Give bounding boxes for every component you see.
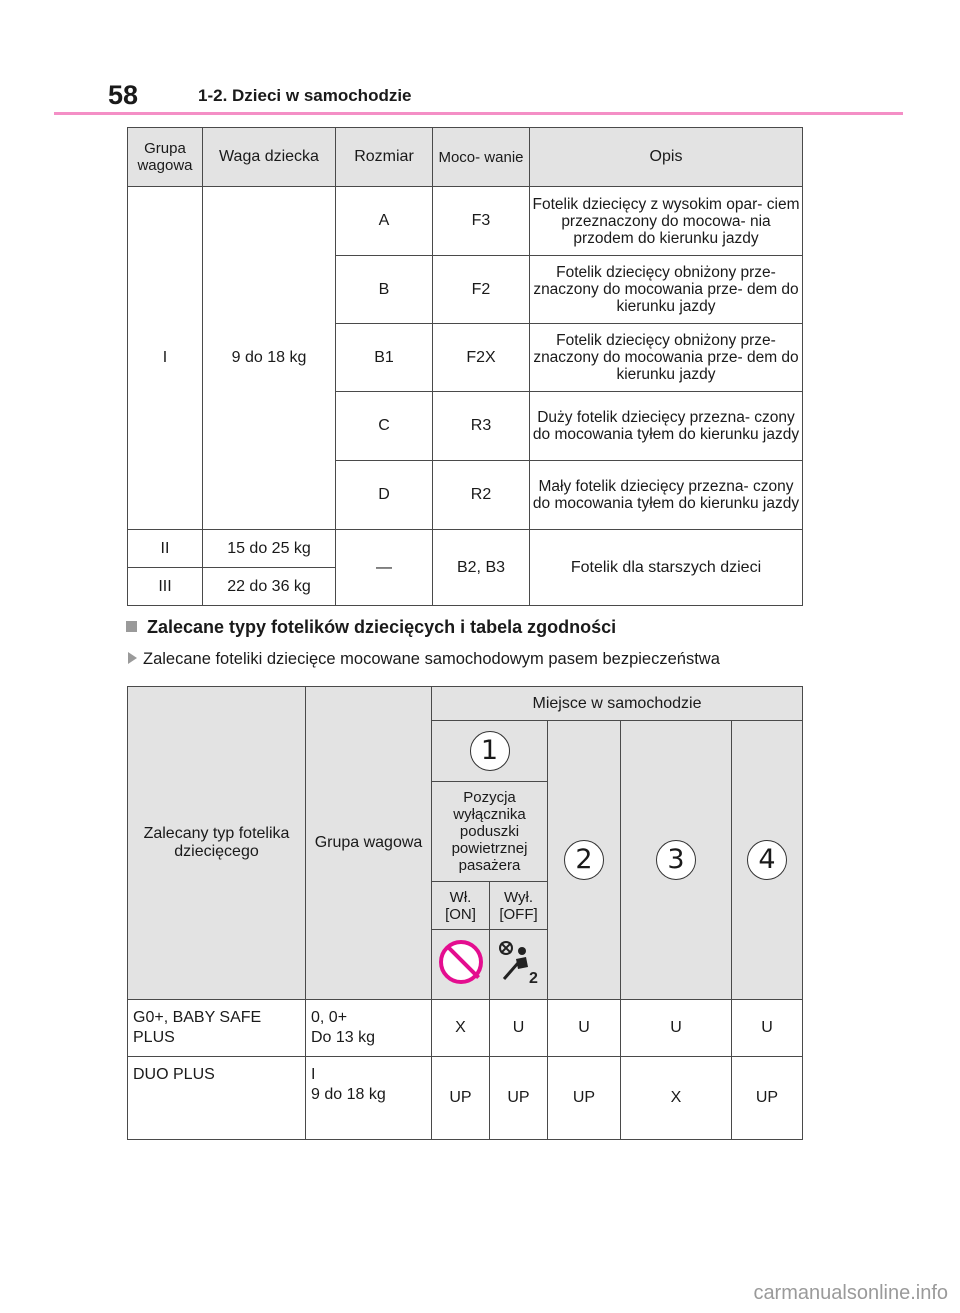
col-weight-group: Grupa wagowa [306, 687, 432, 1000]
weight-cell: 22 do 36 kg [203, 568, 336, 606]
weight-group-line: I [311, 1066, 316, 1083]
subheading [128, 650, 720, 669]
fixing-cell: F2X [433, 324, 530, 392]
weight-group-line: Do 13 kg [311, 1029, 376, 1046]
value-cell: U [621, 1000, 732, 1057]
subheading-text: Zalecane foteliki dziecięce mocowane samochodowym pasem bezpieczeństwa [143, 650, 720, 668]
fixing-cell: F2 [433, 256, 530, 324]
col-description: Opis [530, 128, 803, 187]
description-cell: Fotelik dziecięcy obniżony prze- znaczony do mocowania prze- dem do kierunku jazdy [530, 256, 803, 324]
watermark: carmanualsonline.info [753, 1282, 948, 1304]
weight-cell: 15 do 25 kg [203, 530, 336, 568]
col-weight: Waga dziecka [203, 128, 336, 187]
seat-number-3-icon: 3 [656, 840, 696, 880]
fixing-cell: F3 [433, 187, 530, 256]
passenger-airbag-off-icon [496, 939, 542, 985]
size-cell: C [336, 392, 433, 461]
header-rule [54, 112, 903, 115]
value-cell: U [732, 1000, 803, 1057]
size-cell: — [336, 530, 433, 606]
fixing-cell: R3 [433, 392, 530, 461]
size-table [127, 127, 803, 606]
switch-off-header: Wył. [OFF] [490, 882, 548, 930]
size-cell: B [336, 256, 433, 324]
weight-group-cell [306, 1057, 432, 1140]
section-heading [126, 617, 616, 638]
no-child-seat-airbag-icon [439, 940, 483, 984]
switch-on-header: Wł. [ON] [432, 882, 490, 930]
description-cell: Fotelik dziecięcy z wysokim opar- ciem przeznaczony do mocowa- nia przodem do kierunku jazdy [530, 187, 803, 256]
seat-type-cell: G0+, BABY SAFE PLUS [128, 1000, 306, 1057]
col-group: Grupa wagowa [128, 128, 203, 187]
seat-number-2-icon: 2 [564, 840, 604, 880]
fixing-cell: R2 [433, 461, 530, 530]
col-fixing: Moco- wanie [433, 128, 530, 187]
square-bullet-icon [126, 621, 137, 632]
seat-4-header [732, 721, 803, 1000]
size-cell: B1 [336, 324, 433, 392]
description-cell: Duży fotelik dziecięcy przezna- czony do mocowania tyłem do kierunku jazdy [530, 392, 803, 461]
seat-2-header [548, 721, 621, 1000]
value-cell: UP [490, 1057, 548, 1140]
description-cell: Fotelik dziecięcy obniżony prze- znaczony do mocowania prze- dem do kierunku jazdy [530, 324, 803, 392]
table-row [128, 1000, 803, 1057]
group-cell: I [128, 187, 203, 530]
group-cell: III [128, 568, 203, 606]
value-cell: UP [548, 1057, 621, 1140]
seat-number-4-icon: 4 [747, 840, 787, 880]
description-cell: Fotelik dla starszych dzieci [530, 530, 803, 606]
seat-3-header [621, 721, 732, 1000]
page-number: 58 [108, 80, 139, 110]
fixing-cell: B2, B3 [433, 530, 530, 606]
section-title: 1-2. Dzieci w samochodzie [198, 86, 412, 105]
table-row [128, 1057, 803, 1140]
seat-number-1-icon: 1 [470, 731, 510, 771]
no-rear-facing-icon-cell [432, 930, 490, 1000]
size-cell: D [336, 461, 433, 530]
compatibility-table [127, 686, 803, 1140]
weight-group-cell [306, 1000, 432, 1057]
value-cell: UP [432, 1057, 490, 1140]
size-cell: A [336, 187, 433, 256]
col-size: Rozmiar [336, 128, 433, 187]
seat-location-header: Miejsce w samochodzie [432, 687, 803, 721]
svg-text:2: 2 [528, 970, 538, 985]
passenger-airbag-off-icon-cell [490, 930, 548, 1000]
triangle-bullet-icon [128, 652, 137, 664]
col-seat-type: Zalecany typ fotelika dziecięcego [128, 687, 306, 1000]
table-row [128, 530, 803, 568]
value-cell: X [621, 1057, 732, 1140]
description-cell: Mały fotelik dziecięcy przezna- czony do mocowania tyłem do kierunku jazdy [530, 461, 803, 530]
seat-type-cell: DUO PLUS [128, 1057, 306, 1140]
value-cell: U [490, 1000, 548, 1057]
seat-1-header [432, 721, 548, 782]
section-heading-text: Zalecane typy fotelików dziecięcych i tabela zgodności [147, 617, 617, 637]
weight-group-line: 9 do 18 kg [311, 1086, 386, 1103]
value-cell: U [548, 1000, 621, 1057]
value-cell: X [432, 1000, 490, 1057]
table-row [128, 187, 803, 256]
weight-group-line: 0, 0+ [311, 1009, 348, 1026]
weight-cell: 9 do 18 kg [203, 187, 336, 530]
airbag-switch-header: Pozycja wyłącznika poduszki powietrznej pasażera [432, 782, 548, 882]
value-cell: UP [732, 1057, 803, 1140]
group-cell: II [128, 530, 203, 568]
